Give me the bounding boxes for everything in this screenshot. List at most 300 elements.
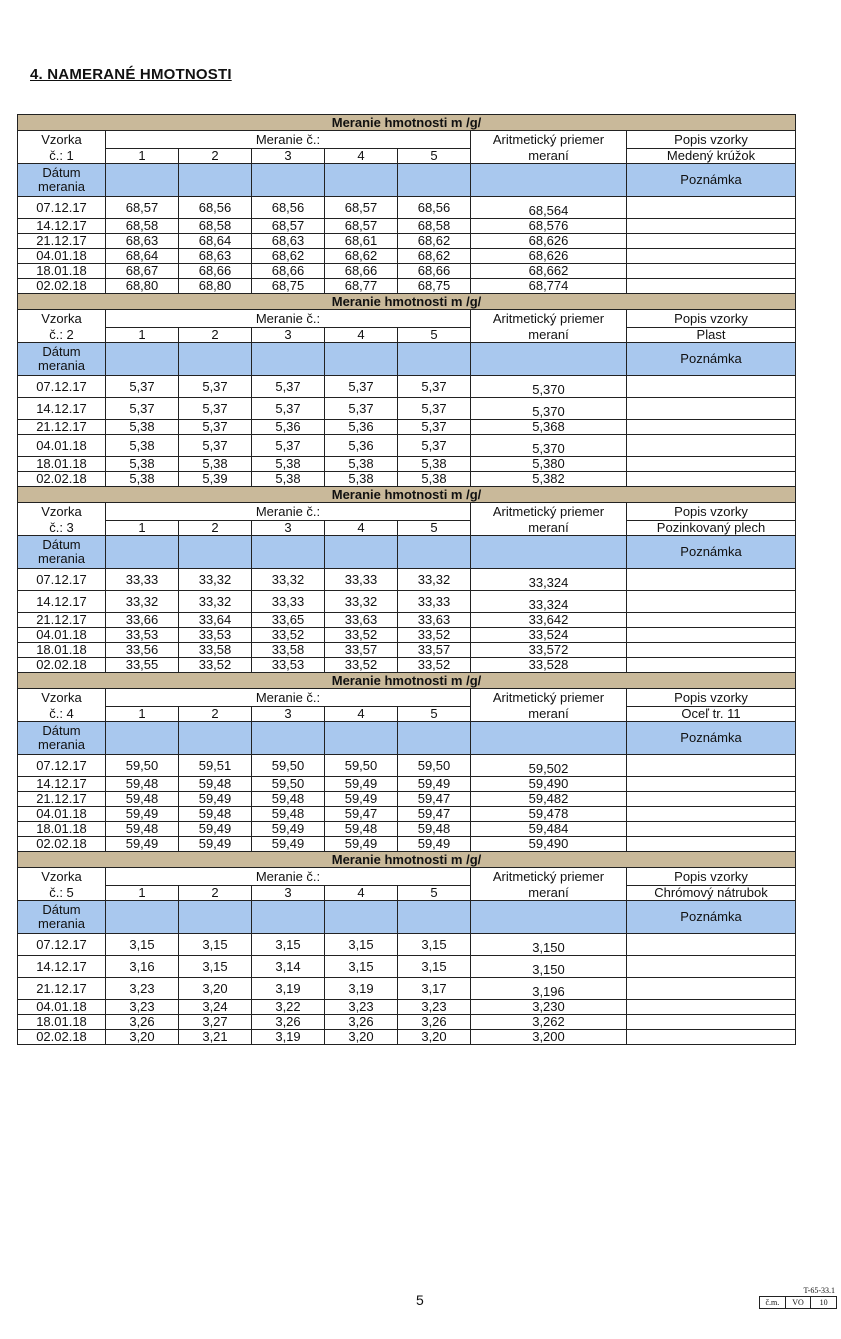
table-header-row xyxy=(18,328,796,343)
measurement-col-number: 5 xyxy=(398,886,471,901)
sample-number: č.: 5 xyxy=(18,886,106,901)
measurement-cell: 59,48 xyxy=(106,792,179,807)
empty-cell xyxy=(179,901,252,934)
date-cell: 14.12.17 xyxy=(18,777,106,792)
measurement-cell: 33,52 xyxy=(252,628,325,643)
empty-cell xyxy=(106,536,179,569)
measurement-cell: 5,38 xyxy=(106,435,179,457)
vzorka-label: Vzorka xyxy=(18,310,106,328)
table-row xyxy=(18,628,796,643)
note-cell xyxy=(627,234,796,249)
measurement-cell: 59,50 xyxy=(325,755,398,777)
empty-cell xyxy=(179,343,252,376)
avg-label: Aritmetický priemer xyxy=(471,310,627,328)
empty-cell xyxy=(398,343,471,376)
measurement-cell: 5,37 xyxy=(325,376,398,398)
measurement-cell: 68,63 xyxy=(252,234,325,249)
measurement-cell: 59,48 xyxy=(106,777,179,792)
measurement-cell: 5,38 xyxy=(106,457,179,472)
measurement-col-number: 5 xyxy=(398,328,471,343)
measurement-cell: 5,37 xyxy=(252,398,325,420)
empty-cell xyxy=(106,164,179,197)
average-cell: 68,564 xyxy=(471,197,627,219)
measurement-cell: 33,32 xyxy=(252,569,325,591)
stamp-cell: 10 xyxy=(819,1298,828,1307)
measurement-cell: 59,48 xyxy=(106,822,179,837)
date-cell: 14.12.17 xyxy=(18,219,106,234)
measurement-cell: 59,49 xyxy=(252,822,325,837)
meranie-label: Meranie č.: xyxy=(106,131,471,149)
popis-label: Popis vzorky xyxy=(627,503,796,521)
measurement-cell: 5,36 xyxy=(325,435,398,457)
measurement-cell: 59,48 xyxy=(252,792,325,807)
note-cell xyxy=(627,822,796,837)
measurement-col-number: 2 xyxy=(179,707,252,722)
measurement-cell: 3,15 xyxy=(252,934,325,956)
measurement-cell: 68,56 xyxy=(252,197,325,219)
measurement-cell: 68,64 xyxy=(179,234,252,249)
date-cell: 18.01.18 xyxy=(18,643,106,658)
measurement-cell: 3,20 xyxy=(179,978,252,1000)
table-row xyxy=(18,435,796,457)
measurement-cell: 5,39 xyxy=(179,472,252,487)
measurement-cell: 5,37 xyxy=(179,420,252,435)
measurement-cell: 68,75 xyxy=(252,279,325,294)
date-cell: 04.01.18 xyxy=(18,249,106,264)
table-group-title-row xyxy=(18,294,796,310)
measurement-cell: 3,15 xyxy=(398,956,471,978)
date-cell: 14.12.17 xyxy=(18,591,106,613)
measurement-cell: 5,37 xyxy=(179,398,252,420)
measurement-cell: 59,49 xyxy=(325,837,398,852)
measurement-cell: 59,47 xyxy=(398,792,471,807)
measurement-cell: 33,52 xyxy=(398,628,471,643)
measurement-cell: 68,77 xyxy=(325,279,398,294)
measurement-cell: 5,37 xyxy=(398,398,471,420)
note-cell xyxy=(627,249,796,264)
empty-cell xyxy=(325,164,398,197)
measurement-cell: 5,38 xyxy=(179,457,252,472)
average-cell: 5,380 xyxy=(471,457,627,472)
measurement-cell: 5,38 xyxy=(398,472,471,487)
table-row xyxy=(18,420,796,435)
note-cell xyxy=(627,934,796,956)
sample-number: č.: 4 xyxy=(18,707,106,722)
measurement-tables xyxy=(17,114,795,1045)
measurement-cell: 68,80 xyxy=(106,279,179,294)
measurement-cell: 5,38 xyxy=(325,457,398,472)
meranie-label: Meranie č.: xyxy=(106,503,471,521)
sample-description: Oceľ tr. 11 xyxy=(627,707,796,722)
measurement-cell: 3,26 xyxy=(106,1015,179,1030)
table-header-row xyxy=(18,503,796,521)
measurement-cell: 33,53 xyxy=(252,658,325,673)
measurement-cell: 33,66 xyxy=(106,613,179,628)
measurement-cell: 5,38 xyxy=(106,420,179,435)
table-row xyxy=(18,755,796,777)
measurement-col-number: 4 xyxy=(325,707,398,722)
poznamka-label: Poznámka xyxy=(627,722,796,755)
average-cell: 3,200 xyxy=(471,1030,627,1045)
table-header-row xyxy=(18,149,796,164)
avg-label-line2: meraní xyxy=(471,328,627,343)
sample-description: Pozinkovaný plech xyxy=(627,521,796,536)
measurement-cell: 5,37 xyxy=(252,376,325,398)
average-cell: 5,370 xyxy=(471,435,627,457)
measurement-cell: 33,53 xyxy=(106,628,179,643)
average-cell: 5,382 xyxy=(471,472,627,487)
measurement-col-number: 3 xyxy=(252,328,325,343)
date-cell: 14.12.17 xyxy=(18,956,106,978)
table-row xyxy=(18,197,796,219)
table-row xyxy=(18,1000,796,1015)
empty-cell xyxy=(325,901,398,934)
avg-label-line2: meraní xyxy=(471,886,627,901)
table-header-row xyxy=(18,131,796,149)
measurement-cell: 68,62 xyxy=(325,249,398,264)
table-datum-row xyxy=(18,164,796,197)
measurement-cell: 68,66 xyxy=(398,264,471,279)
date-cell: 21.12.17 xyxy=(18,792,106,807)
sample-description: Chrómový nátrubok xyxy=(627,886,796,901)
measurement-col-number: 4 xyxy=(325,149,398,164)
sample-number: č.: 1 xyxy=(18,149,106,164)
measurement-col-number: 1 xyxy=(106,149,179,164)
table-group-title-row xyxy=(18,852,796,868)
table-row xyxy=(18,249,796,264)
measurement-col-number: 5 xyxy=(398,521,471,536)
average-cell: 68,626 xyxy=(471,234,627,249)
note-cell xyxy=(627,376,796,398)
average-cell: 33,642 xyxy=(471,613,627,628)
date-cell: 04.01.18 xyxy=(18,435,106,457)
measurement-cell: 5,38 xyxy=(398,457,471,472)
measurement-cell: 5,37 xyxy=(325,398,398,420)
measurement-cell: 3,19 xyxy=(252,978,325,1000)
table-row xyxy=(18,219,796,234)
date-cell: 07.12.17 xyxy=(18,755,106,777)
measurement-cell: 5,37 xyxy=(106,398,179,420)
measurement-cell: 59,49 xyxy=(325,792,398,807)
measurement-cell: 5,38 xyxy=(325,472,398,487)
empty-cell xyxy=(252,536,325,569)
note-cell xyxy=(627,628,796,643)
measurement-cell: 5,37 xyxy=(106,376,179,398)
empty-cell xyxy=(252,722,325,755)
note-cell xyxy=(627,569,796,591)
measurement-cell: 5,36 xyxy=(252,420,325,435)
measurement-cell: 3,22 xyxy=(252,1000,325,1015)
measurement-cell: 59,49 xyxy=(325,777,398,792)
measurement-cell: 68,57 xyxy=(325,197,398,219)
date-cell: 21.12.17 xyxy=(18,613,106,628)
measurement-cell: 3,16 xyxy=(106,956,179,978)
measurement-cell: 33,32 xyxy=(325,591,398,613)
datum-label: Dátum merania xyxy=(18,722,106,755)
table-row xyxy=(18,837,796,852)
date-cell: 14.12.17 xyxy=(18,398,106,420)
measurement-cell: 59,48 xyxy=(252,807,325,822)
empty-cell xyxy=(106,343,179,376)
note-cell xyxy=(627,1015,796,1030)
measurement-cell: 33,33 xyxy=(106,569,179,591)
meranie-label: Meranie č.: xyxy=(106,310,471,328)
table-row xyxy=(18,457,796,472)
measurement-cell: 68,62 xyxy=(398,249,471,264)
measurement-cell: 68,64 xyxy=(106,249,179,264)
avg-label-line2: meraní xyxy=(471,521,627,536)
note-cell xyxy=(627,777,796,792)
average-cell: 68,662 xyxy=(471,264,627,279)
avg-label-line2: meraní xyxy=(471,149,627,164)
measurement-cell: 5,37 xyxy=(179,435,252,457)
measurement-cell: 68,58 xyxy=(179,219,252,234)
table-row xyxy=(18,822,796,837)
measurement-cell: 68,80 xyxy=(179,279,252,294)
page-number: 5 xyxy=(416,1292,424,1308)
measurement-cell: 68,56 xyxy=(398,197,471,219)
table-header-row xyxy=(18,521,796,536)
measurement-cell: 68,62 xyxy=(398,234,471,249)
measurement-col-number: 1 xyxy=(106,707,179,722)
measurement-cell: 33,63 xyxy=(325,613,398,628)
note-cell xyxy=(627,472,796,487)
date-cell: 07.12.17 xyxy=(18,376,106,398)
table-row xyxy=(18,807,796,822)
measurement-cell: 59,47 xyxy=(325,807,398,822)
measurement-cell: 68,56 xyxy=(179,197,252,219)
date-cell: 02.02.18 xyxy=(18,837,106,852)
measurement-col-number: 2 xyxy=(179,521,252,536)
measurement-cell: 5,38 xyxy=(252,457,325,472)
measurement-col-number: 3 xyxy=(252,707,325,722)
measurement-col-number: 5 xyxy=(398,149,471,164)
table-row xyxy=(18,569,796,591)
note-cell xyxy=(627,978,796,1000)
note-cell xyxy=(627,613,796,628)
measurement-cell: 59,49 xyxy=(106,807,179,822)
date-cell: 04.01.18 xyxy=(18,1000,106,1015)
measurement-cell: 59,49 xyxy=(252,837,325,852)
average-cell: 33,324 xyxy=(471,569,627,591)
measurement-cell: 68,58 xyxy=(106,219,179,234)
measurement-cell: 3,15 xyxy=(325,934,398,956)
measurement-cell: 59,51 xyxy=(179,755,252,777)
date-cell: 18.01.18 xyxy=(18,264,106,279)
measurement-cell: 33,33 xyxy=(252,591,325,613)
popis-label: Popis vzorky xyxy=(627,310,796,328)
measurement-cell: 33,32 xyxy=(179,591,252,613)
popis-label: Popis vzorky xyxy=(627,689,796,707)
stamp-cell: VO xyxy=(786,1297,812,1308)
measurement-cell: 3,21 xyxy=(179,1030,252,1045)
measurement-cell: 68,57 xyxy=(106,197,179,219)
poznamka-label: Poznámka xyxy=(627,164,796,197)
measurement-cell: 68,63 xyxy=(106,234,179,249)
measurement-cell: 33,55 xyxy=(106,658,179,673)
table-group-title-row xyxy=(18,115,796,131)
measurement-cell: 3,23 xyxy=(106,978,179,1000)
table-row xyxy=(18,591,796,613)
datum-label: Dátum merania xyxy=(18,536,106,569)
note-cell xyxy=(627,1030,796,1045)
measurement-col-number: 5 xyxy=(398,707,471,722)
table-datum-row xyxy=(18,343,796,376)
measurement-col-number: 2 xyxy=(179,149,252,164)
note-cell xyxy=(627,591,796,613)
note-cell xyxy=(627,457,796,472)
measurement-cell: 33,63 xyxy=(398,613,471,628)
measurement-cell: 59,49 xyxy=(106,837,179,852)
datum-label: Dátum merania xyxy=(18,901,106,934)
measurement-cell: 5,37 xyxy=(398,376,471,398)
measurement-cell: 3,20 xyxy=(398,1030,471,1045)
empty-cell xyxy=(398,164,471,197)
measurement-cell: 33,52 xyxy=(325,628,398,643)
measurement-col-number: 1 xyxy=(106,521,179,536)
measurement-cell: 33,53 xyxy=(179,628,252,643)
measurement-cell: 68,67 xyxy=(106,264,179,279)
empty-cell xyxy=(325,722,398,755)
avg-label: Aritmetický priemer xyxy=(471,131,627,149)
measurement-cell: 59,50 xyxy=(398,755,471,777)
sample-description: Medený krúžok xyxy=(627,149,796,164)
measurement-cell: 59,49 xyxy=(179,837,252,852)
empty-cell xyxy=(398,536,471,569)
avg-label-line2: meraní xyxy=(471,707,627,722)
note-cell xyxy=(627,755,796,777)
average-cell: 59,490 xyxy=(471,837,627,852)
measurement-cell: 59,49 xyxy=(398,777,471,792)
measurement-col-number: 3 xyxy=(252,149,325,164)
date-cell: 18.01.18 xyxy=(18,822,106,837)
measurement-cell: 3,19 xyxy=(252,1030,325,1045)
average-cell: 33,528 xyxy=(471,658,627,673)
average-cell: 59,490 xyxy=(471,777,627,792)
table-row xyxy=(18,472,796,487)
date-cell: 18.01.18 xyxy=(18,457,106,472)
empty-cell xyxy=(325,343,398,376)
average-cell: 68,626 xyxy=(471,249,627,264)
measurement-cell: 59,50 xyxy=(252,777,325,792)
measurement-col-number: 3 xyxy=(252,886,325,901)
empty-cell xyxy=(179,164,252,197)
measurement-cell: 5,37 xyxy=(398,435,471,457)
meranie-label: Meranie č.: xyxy=(106,689,471,707)
table-datum-row xyxy=(18,536,796,569)
measurement-cell: 59,50 xyxy=(106,755,179,777)
average-cell: 59,482 xyxy=(471,792,627,807)
average-cell: 3,230 xyxy=(471,1000,627,1015)
date-cell: 18.01.18 xyxy=(18,1015,106,1030)
measurement-cell: 3,15 xyxy=(179,956,252,978)
measurement-cell: 33,32 xyxy=(398,569,471,591)
empty-cell xyxy=(179,722,252,755)
table-row xyxy=(18,1030,796,1045)
measurement-cell: 59,49 xyxy=(179,822,252,837)
table-row xyxy=(18,956,796,978)
empty-cell xyxy=(252,901,325,934)
measurement-cell: 3,20 xyxy=(325,1030,398,1045)
table-header-row xyxy=(18,689,796,707)
measurement-cell: 59,48 xyxy=(398,822,471,837)
average-cell: 33,324 xyxy=(471,591,627,613)
measurement-cell: 33,65 xyxy=(252,613,325,628)
date-cell: 07.12.17 xyxy=(18,197,106,219)
date-cell: 02.02.18 xyxy=(18,1030,106,1045)
average-cell: 59,478 xyxy=(471,807,627,822)
measurement-cell: 3,14 xyxy=(252,956,325,978)
poznamka-label: Poznámka xyxy=(627,343,796,376)
document-stamp xyxy=(759,1286,837,1309)
table-datum-row xyxy=(18,722,796,755)
average-cell: 3,150 xyxy=(471,956,627,978)
date-cell: 07.12.17 xyxy=(18,934,106,956)
average-cell: 68,774 xyxy=(471,279,627,294)
table-row xyxy=(18,279,796,294)
empty-cell xyxy=(471,722,627,755)
date-cell: 21.12.17 xyxy=(18,420,106,435)
table-row xyxy=(18,777,796,792)
measurement-cell: 33,33 xyxy=(325,569,398,591)
table-row xyxy=(18,613,796,628)
avg-label: Aritmetický priemer xyxy=(471,503,627,521)
avg-label: Aritmetický priemer xyxy=(471,689,627,707)
stamp-code: T-65-33.1 xyxy=(803,1286,835,1295)
group-title: Meranie hmotnosti m /g/ xyxy=(18,673,796,689)
note-cell xyxy=(627,792,796,807)
measurement-cell: 59,50 xyxy=(252,755,325,777)
measurement-col-number: 2 xyxy=(179,328,252,343)
measurement-cell: 33,56 xyxy=(106,643,179,658)
average-cell: 59,502 xyxy=(471,755,627,777)
table-datum-row xyxy=(18,901,796,934)
measurement-cell: 5,38 xyxy=(106,472,179,487)
date-cell: 02.02.18 xyxy=(18,658,106,673)
measurement-cell: 68,63 xyxy=(179,249,252,264)
date-cell: 21.12.17 xyxy=(18,234,106,249)
note-cell xyxy=(627,420,796,435)
group-title: Meranie hmotnosti m /g/ xyxy=(18,852,796,868)
measurement-cell: 3,26 xyxy=(325,1015,398,1030)
measurement-cell: 3,15 xyxy=(398,934,471,956)
average-cell: 5,370 xyxy=(471,376,627,398)
measurement-cell: 3,19 xyxy=(325,978,398,1000)
measurement-col-number: 4 xyxy=(325,328,398,343)
note-cell xyxy=(627,643,796,658)
group-title: Meranie hmotnosti m /g/ xyxy=(18,487,796,503)
measurement-cell: 68,58 xyxy=(398,219,471,234)
measurement-cell: 68,57 xyxy=(325,219,398,234)
note-cell xyxy=(627,197,796,219)
group-title: Meranie hmotnosti m /g/ xyxy=(18,115,796,131)
popis-label: Popis vzorky xyxy=(627,131,796,149)
table-row xyxy=(18,264,796,279)
average-cell: 5,370 xyxy=(471,398,627,420)
empty-cell xyxy=(252,343,325,376)
measurement-cell: 33,57 xyxy=(398,643,471,658)
measurement-cell: 3,15 xyxy=(106,934,179,956)
datum-label: Dátum merania xyxy=(18,164,106,197)
table-group-title-row xyxy=(18,673,796,689)
vzorka-label: Vzorka xyxy=(18,689,106,707)
measurement-cell: 3,23 xyxy=(106,1000,179,1015)
measurement-cell: 33,58 xyxy=(179,643,252,658)
table-row xyxy=(18,658,796,673)
sample-description: Plast xyxy=(627,328,796,343)
measurement-cell: 33,33 xyxy=(398,591,471,613)
measurement-col-number: 1 xyxy=(106,328,179,343)
